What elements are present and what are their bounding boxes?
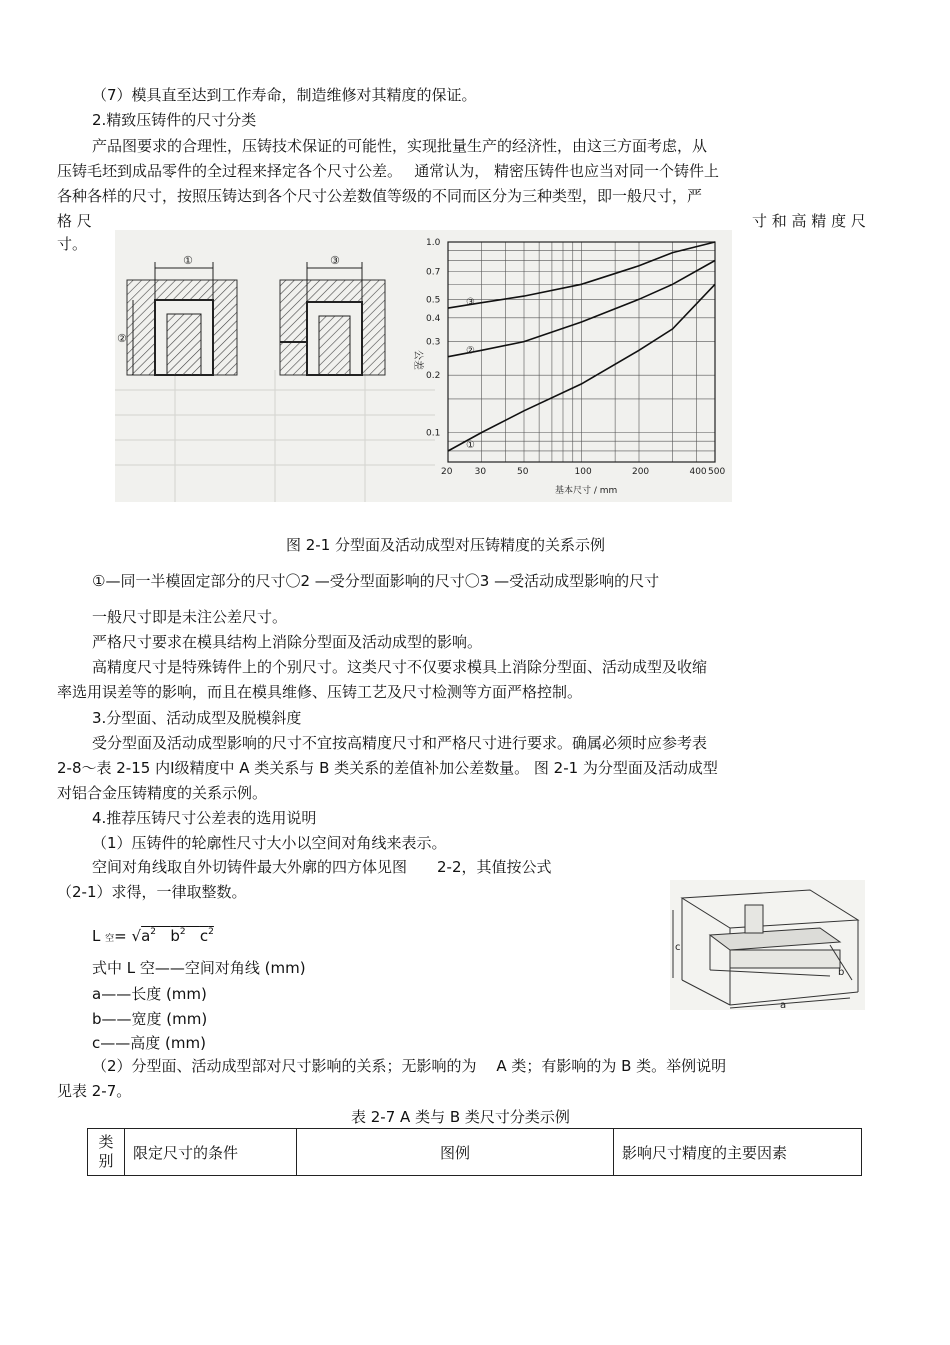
y-tick-label: 0.1: [426, 428, 441, 439]
chart-xlabel: 基本尺寸 / mm: [555, 486, 618, 496]
paragraph-line: 对铝合金压铸精度的关系示例。: [57, 784, 268, 802]
exp-c: 2: [208, 927, 214, 937]
x-tick-label: 200: [631, 467, 650, 477]
paragraph-line: 高精度尺寸是特殊铸件上的个别尺寸。这类尺寸不仅要求模具上消除分型面、活动成型及收缩: [92, 658, 708, 676]
header-category: 类 别: [88, 1129, 125, 1176]
paragraph-line: 见表 2-7。: [57, 1082, 132, 1100]
paragraph-line: （2）分型面、活动成型部对尺寸影响的关系；无影响的为 A 类；有影响的为 B 类。举例说明: [92, 1057, 727, 1075]
y-tick-label: 0.7: [426, 267, 441, 278]
formula-radicand: [141, 927, 214, 945]
mark-1: ①: [183, 254, 193, 267]
figure-legend: ①—同一半模固定部分的尺寸〇2 —受分型面影响的尺寸〇3 —受活动成型影响的尺寸: [92, 572, 660, 590]
header-condition: 限定尺寸的条件: [125, 1129, 297, 1176]
paragraph-line: 率选用误差等的影响，而且在模具维修、压铸工艺及尺寸检测等方面严格控制。: [57, 683, 583, 701]
paragraph-line: 各种各样的尺寸，按照压铸达到各个尺寸公差数值等级的不同而区分为三种类型，即一般尺寸，严: [57, 187, 703, 205]
section-heading: 3.分型面、活动成型及脱模斜度: [92, 709, 302, 727]
exp-a: 2: [150, 927, 157, 937]
table-header-row: [88, 1129, 862, 1176]
figure-caption: 图 2-1 分型面及活动成型对压铸精度的关系示例: [286, 536, 606, 554]
paragraph-line: （2-1）求得，一律取整数。: [57, 883, 247, 901]
dim-c-label: c: [675, 942, 681, 953]
chart-ylabel: 公差: [412, 350, 423, 370]
paragraph-line: 空间对角线取自外切铸件最大外廓的四方体见图 2-2，其值按公式: [92, 858, 552, 876]
y-tick-label: 0.5: [426, 295, 441, 306]
x-tick-label: 50: [517, 467, 529, 477]
figure-2-1-graphic: [115, 230, 732, 502]
dim-b-label: b: [838, 967, 845, 978]
section-heading: 4.推荐压铸尺寸公差表的选用说明: [92, 809, 317, 827]
curve-label: ③: [466, 297, 475, 309]
paragraph-line: 格 尺: [57, 212, 92, 230]
exp-b: 2: [179, 927, 186, 937]
formula-subscript: 空: [105, 934, 115, 944]
definition-line: a——长度 (mm): [92, 985, 207, 1003]
table-caption: 表 2-7 A 类与 B 类尺寸分类示例: [351, 1108, 570, 1126]
paragraph-line: 压铸毛坯到成品零件的全过程来择定各个尺寸公差。 通常认为， 精密压铸件也应当对同一个铸件上: [57, 162, 720, 180]
mark-3: ③: [330, 254, 340, 267]
paragraph-line: 严格尺寸要求在模具结构上消除分型面及活动成型的影响。: [92, 633, 483, 651]
x-tick-label: 30: [474, 467, 487, 477]
figure-2-2-graphic: [670, 880, 865, 1010]
curve-label: ②: [466, 345, 475, 357]
paragraph-line: 受分型面及活动成型影响的尺寸不宜按高精度尺寸和严格尺寸进行要求。确属必须时应参考表: [92, 734, 708, 752]
sqrt-icon: √: [131, 927, 142, 945]
y-tick-label: 1.0: [426, 238, 441, 248]
paragraph-line: 产品图要求的合理性，压铸技术保证的可能性，实现批量生产的经济性，由这三方面考虑，从: [92, 137, 708, 155]
var-c: c: [199, 927, 209, 945]
y-tick-label: 0.4: [426, 313, 441, 324]
paragraph-line: 2-8～表 2-15 内Ⅰ级精度中 A 类关系与 B 类关系的差值补加公差数量。 图 2-1 为分型面及活动成型: [57, 759, 718, 777]
y-tick-label: 0.2: [426, 371, 441, 382]
definition-line: b——宽度 (mm): [92, 1010, 208, 1028]
table-2-7: [87, 1128, 862, 1176]
paragraph-line: 一般尺寸即是未注公差尺寸。: [92, 608, 288, 626]
paragraph-line: 寸 和 高 精 度 尺: [752, 212, 866, 230]
var-b: b: [170, 927, 180, 945]
definition-line: 式中 L 空——空间对角线 (mm): [92, 959, 306, 977]
figure-2-2: [670, 880, 865, 1010]
paragraph-line: （7）模具直至达到工作寿命，制造维修对其精度的保证。: [92, 86, 477, 104]
dim-a-label: a: [780, 1000, 787, 1010]
paragraph-line: 寸。: [57, 235, 88, 253]
x-tick-label: 400: [689, 467, 707, 477]
formula-space-diagonal: [92, 920, 214, 951]
figure-2-1: [115, 230, 732, 502]
formula-lhs: L: [92, 927, 101, 945]
paragraph-line: （1）压铸件的轮廓性尺寸大小以空间对角线来表示。: [92, 834, 447, 852]
y-tick-label: 0.3: [426, 337, 441, 348]
header-factors: 影响尺寸精度的主要因素: [614, 1129, 862, 1176]
formula-equals: =: [114, 927, 127, 945]
header-illustration: 图例: [297, 1129, 614, 1176]
mark-2: ②: [117, 332, 127, 345]
definition-line: c——高度 (mm): [92, 1034, 206, 1052]
curve-label: ①: [466, 439, 475, 451]
x-tick-label: 100: [574, 467, 592, 477]
x-tick-label: 500: [708, 467, 726, 477]
section-heading: 2.精致压铸件的尺寸分类: [92, 111, 257, 129]
var-a: a: [141, 927, 151, 945]
x-tick-label: 20: [441, 467, 453, 477]
